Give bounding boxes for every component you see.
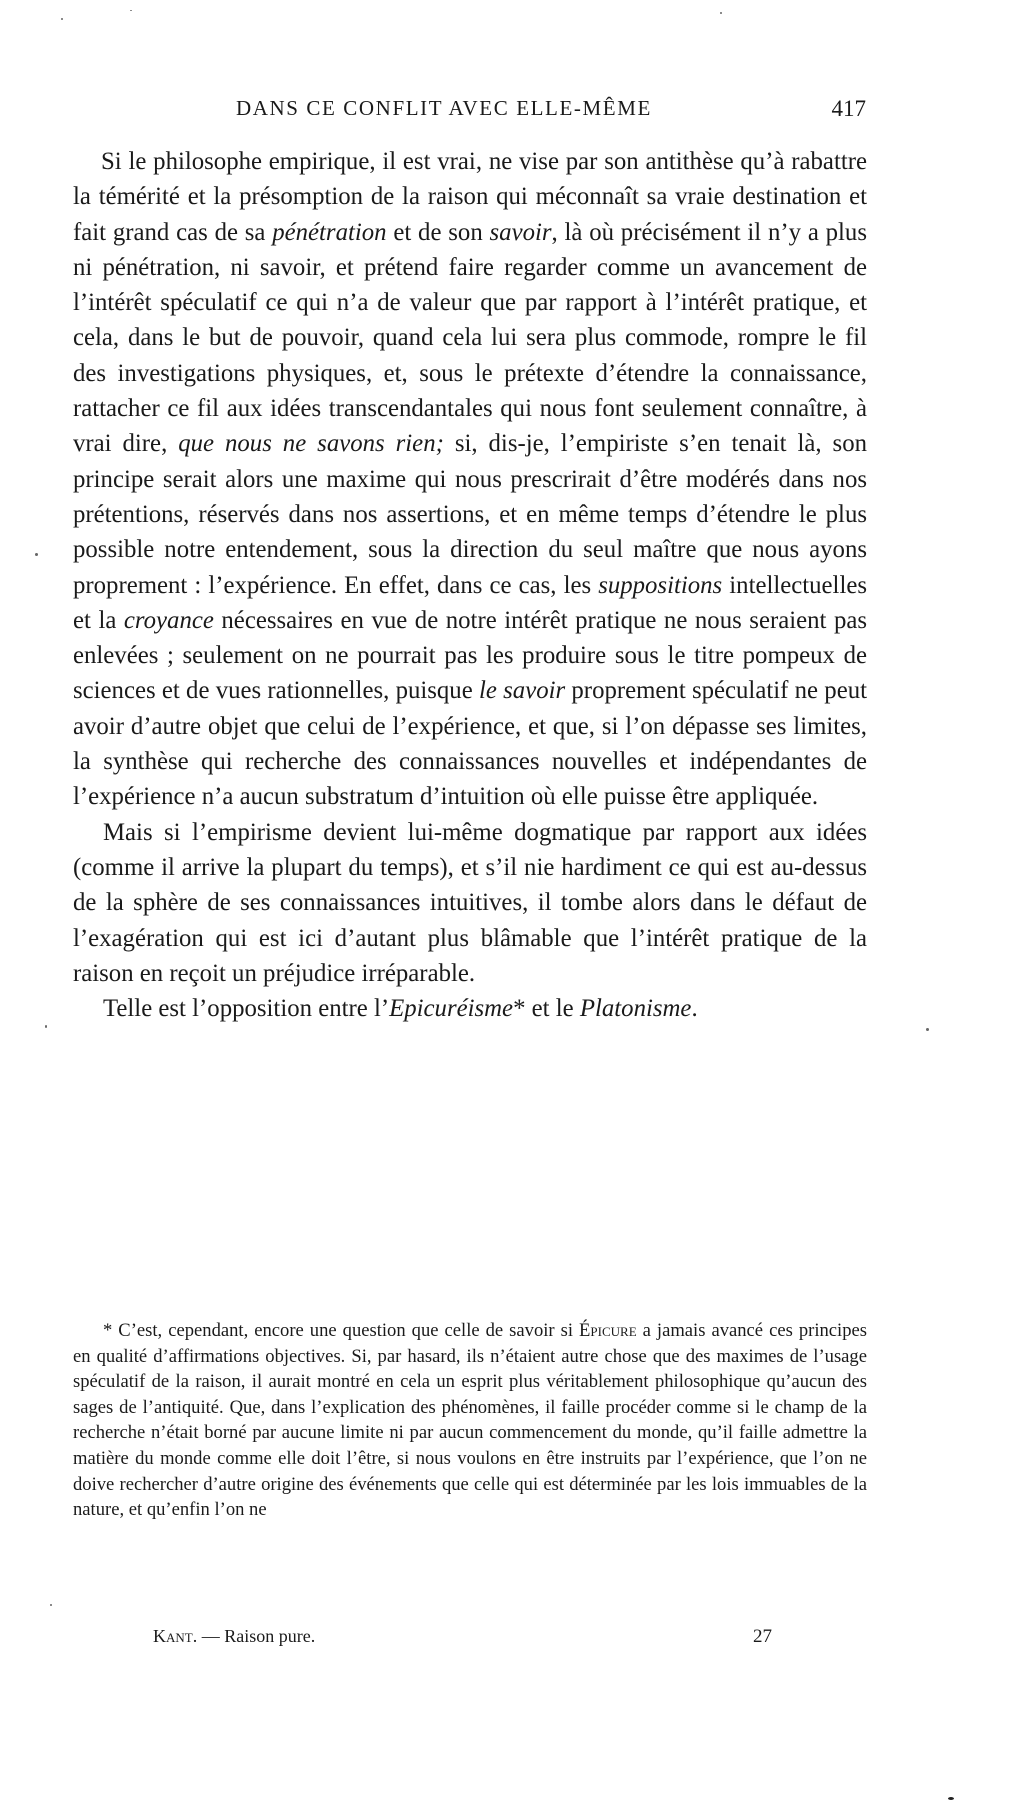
scan-speck bbox=[948, 1797, 954, 1800]
text-run: . bbox=[691, 995, 698, 1023]
scan-speck bbox=[720, 12, 722, 14]
scan-speck bbox=[50, 1604, 52, 1606]
text-run: Telle est l’opposition entre l’ bbox=[103, 995, 390, 1023]
italic-run: pénétration bbox=[272, 218, 387, 246]
running-title: DANS CE CONFLIT AVEC ELLE-MÊME bbox=[236, 96, 652, 120]
text-run: nécessaires en vue de notre intérêt pratique ne nous seraient pas enlevées ; seulement on ne pourrait pas les produire sous le titre pompeux de sciences et de vues rationnelles, puisque bbox=[73, 606, 867, 705]
printer-signature bbox=[153, 1626, 793, 1652]
italic-run: Epicuréisme bbox=[389, 995, 514, 1023]
scan-speck bbox=[35, 553, 38, 556]
text-run: et de son bbox=[386, 218, 490, 246]
footnote bbox=[73, 1318, 867, 1523]
italic-run: croyance bbox=[123, 606, 214, 634]
italic-run: le savoir bbox=[478, 677, 566, 705]
scan-speck bbox=[61, 18, 63, 20]
paragraph bbox=[73, 815, 867, 991]
text-run: Mais si l’empirisme devient lui-même dogmatique par rapport aux idées (comme il arrive la plupart du temps), et s’il nie hardiment ce qui est au-dessus de la sphère de ses connaissances intuitives, il tombe alors dans le défaut de l’exagération qui est ici d’autant plus blâmable que l’intérêt pratique de la raison en reçoit un préjudice irréparable. bbox=[73, 818, 867, 987]
text-run: intellectuelles et la bbox=[73, 571, 867, 634]
italic-run: que nous ne savons rien; bbox=[178, 430, 444, 458]
running-header bbox=[236, 96, 866, 126]
text-run: * et le bbox=[513, 995, 580, 1023]
smallcaps-run: Épicure bbox=[579, 1320, 637, 1341]
text-run: proprement spéculatif ne peut avoir d’autre objet que celui de l’expérience, et que, si l’on dépasse ses limites, la synthèse qui recherche des connaissances nouvelles et indépendantes de l’expérience n’a aucun substratum d’intuition où elle puisse être appliquée. bbox=[73, 677, 867, 811]
italic-run: savoir bbox=[489, 218, 552, 246]
footnote-paragraph bbox=[73, 1318, 867, 1523]
paragraph bbox=[73, 144, 867, 815]
signature-title bbox=[153, 1626, 315, 1647]
main-text bbox=[73, 144, 867, 1026]
scan-speck bbox=[45, 1025, 47, 1028]
italic-run: suppositions bbox=[598, 571, 723, 599]
paragraph bbox=[73, 991, 867, 1026]
text-run: , là où précisément il n’y a plus ni pénétration, ni savoir, et prétend faire regarder comme un avancement de l’intérêt spéculatif ce qui n’a de valeur que par rapport à l’intérêt pratique, et cela, dans le but de pouvoir, quand cela lui sera plus commode, rompre le fil des investigations physiques, et, sous le prétexte d’étendre la connaissance, rattacher ce fil aux idées transcendantales qui nous font seulement connaître, à vrai dire, bbox=[73, 218, 867, 458]
signature-number: 27 bbox=[753, 1626, 772, 1647]
text-run: Si le philosophe empirique, il est vrai, ne vise par son antithèse qu’à rabattre la témérité et la présomption de la raison qui méconnaît sa vraie destination et fait grand cas de sa bbox=[73, 148, 867, 246]
italic-run: Platonisme bbox=[579, 995, 692, 1023]
signature-author: Kant. bbox=[153, 1626, 198, 1646]
text-run: si, dis-je, l’empiriste s’en tenait là, son principe serait alors une maxime qui nous prescrirait d’être modérés dans nos prétentions, réservés dans nos assertions, et en même temps d’étendre le plus possible notre entendement, sous la direction du seul maître que nous ayons proprement : l’expérience. En effet, dans ce cas, les bbox=[73, 430, 867, 599]
text-run: * C’est, cependant, encore une question que celle de savoir si bbox=[103, 1320, 580, 1341]
signature-work: — Raison pure. bbox=[197, 1626, 316, 1646]
page-number: 417 bbox=[831, 96, 866, 121]
text-run: a jamais avancé ces principes en qualité d’affirmations objectives. Si, par hasard, ils n’étaient autre chose que des maximes de l’usage spéculatif de la raison, il aurait montré en cela un esprit plus véritablement philosophique qu’aucun des sages de l’antiquité. Que, dans l’explication des phénomènes, il faille procéder comme si le champ de la recherche n’était borné par aucune limite ni par aucun commencement du monde, qu’il faille admettre la matière du monde comme elle doit l’être, si nous voulons en être instruits par l’expérience, que l’on ne doive rechercher d’autre origine des événements que celle qui est déterminée par les lois immuables de la nature, et qu’enfin l’on ne bbox=[73, 1320, 867, 1521]
scan-speck bbox=[926, 1028, 929, 1031]
scan-speck bbox=[130, 10, 132, 11]
